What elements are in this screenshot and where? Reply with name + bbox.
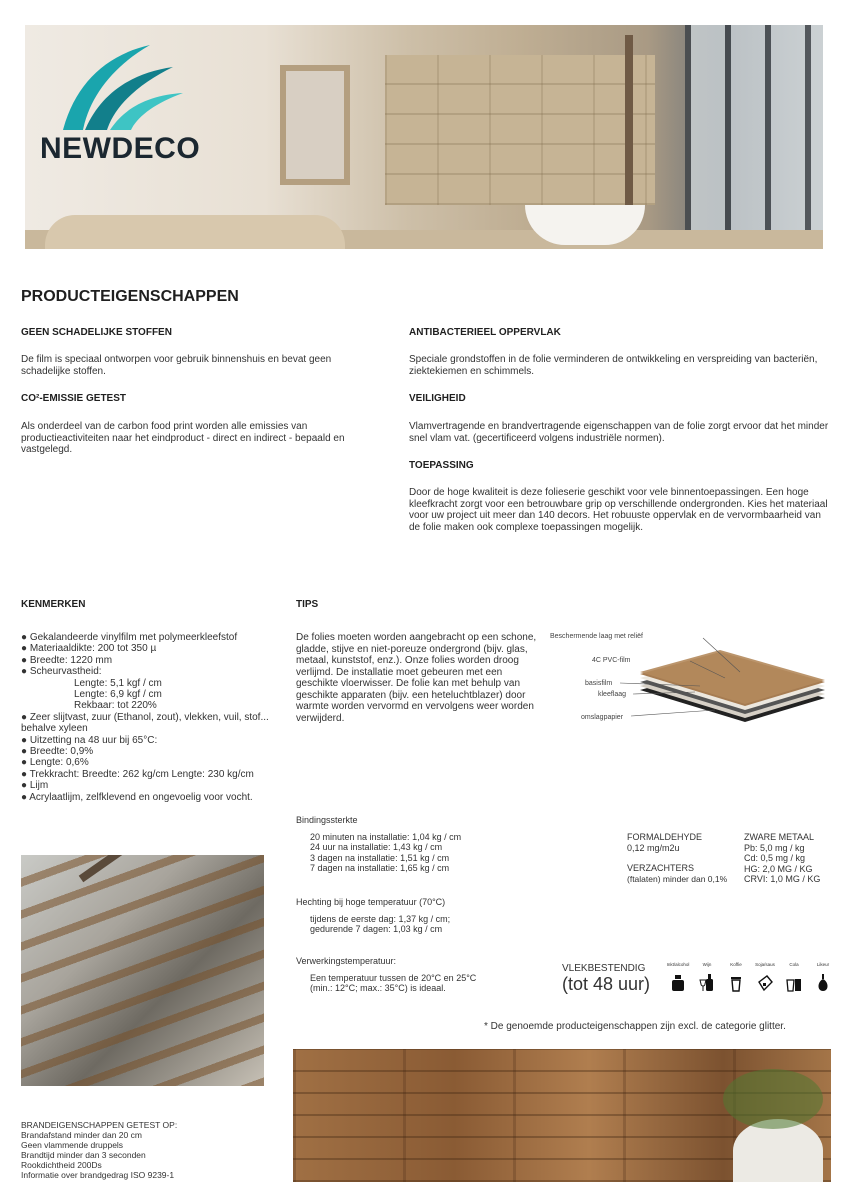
tips-text: De folies moeten worden aangebracht op een schone, gladde, stijve en niet-poreuze ondergrond (bijv. glas, metaal, kunststof, enz.). Onze folies worden droog verlijmd. De installatie moet gebeuren met een geschikte vloerwisser. De folie kan met behulp van geschikte apparaten (bijv. een heteluchtblazer) door warmte worden vervormd en vervolgens weer worden verwijderd.	[296, 632, 537, 724]
processing-title: Verwerkingstemperatuur:	[296, 956, 397, 966]
heavy-metals-title: ZWARE METAAL	[744, 832, 815, 842]
processing-list	[310, 973, 560, 994]
list-item: Informatie over brandgedrag ISO 9239-1	[21, 1170, 175, 1180]
list-item: Rookdichtheid 200Ds	[21, 1160, 102, 1170]
formaldehyde-value: 0,12 mg/m2u	[627, 843, 680, 853]
list-item: ● Lijm	[21, 780, 49, 792]
list-item: ● Gekalandeerde vinylfilm met polymeerkleefstof	[21, 632, 238, 643]
stain-subtitle: (tot 48 uur)	[562, 974, 651, 994]
footnote: * De genoemde producteigenschappen zijn excl. de categorie glitter.	[484, 1021, 786, 1032]
icon-label: Soja/saus	[755, 962, 775, 967]
staircase-photo	[21, 855, 264, 1086]
layer-label: basisfilm	[585, 680, 613, 687]
stain-icons	[664, 962, 834, 1002]
antibac-text: Speciale grondstoffen in de folie verminderen de ontwikkeling en verspreiding van bacteriën, ziektekiemen en schimmels.	[409, 354, 818, 377]
list-item: ● Scheurvastheid:	[21, 666, 102, 678]
layer-label: 4C PVC-film	[592, 657, 631, 664]
list-item: Rekbaar: tot 220%	[74, 700, 157, 712]
fire-title: BRANDEIGENSCHAPPEN GETEST OP:	[21, 1120, 178, 1130]
list-item: 3 dagen na installatie: 1,51 kg / cm	[310, 852, 450, 863]
harmful-text: De film is speciaal ontworpen voor gebruik binnenshuis en bevat geen schadelijke stoffen.	[21, 354, 332, 377]
list-item: CRVI: 1,0 MG / KG	[744, 874, 821, 885]
sauce-icon	[757, 974, 773, 992]
list-item: ● Trekkracht: Breedte: 262 kg/cm Lengte: 230 kg/cm	[21, 768, 254, 780]
application-text: Door de hoge kwaliteit is deze folieserie geschikt voor vele binnentoepassingen. Een hoge kleefkracht zorgt voor een betrouwbare grip op verschillende ondergronden. Kies het materiaal voor uw project uit meer dan 140 decors. Het robuuste oppervlak en de vervormbaarheid van de folie maken ook complexe toepassingen mogelijk.	[409, 487, 828, 533]
list-item: (min.: 12°C; max.: 35°C) is ideaal.	[310, 983, 446, 994]
list-item: gedurende 7 dagen: 1,03 kg / cm	[310, 924, 443, 935]
list-item: 20 minuten na installatie: 1,04 kg / cm	[310, 832, 462, 842]
features-list	[21, 632, 286, 803]
harmful-title: GEEN SCHADELIJKE STOFFEN	[21, 327, 172, 338]
stone-wall	[385, 55, 655, 205]
list-item: ● Uitzetting na 48 uur bij 65°C:	[21, 734, 158, 746]
plasticizers-value: (ftalaten) minder dan 0,1%	[627, 874, 728, 884]
page-title: PRODUCTEIGENSCHAPPEN	[21, 288, 239, 305]
window	[685, 25, 823, 249]
icon-label: Likeur	[816, 962, 830, 967]
list-item: Een temperatuur tussen de 20°C en 25°C	[310, 973, 477, 983]
list-item: Lengte: 5,1 kgf / cm	[74, 677, 162, 689]
adhesion-list	[310, 914, 590, 935]
mirror	[280, 65, 350, 185]
plasticizers-title: VERZACHTERS	[627, 863, 695, 873]
formaldehyde-title: FORMALDEHYDE	[627, 832, 703, 842]
safety-text: Vlamvertragende en brandvertragende eigenschappen van de folie zorgt ervoor dat het minder snel vlam vat. (gecertificeerd volgens industriële normen).	[409, 421, 829, 444]
list-item: ● Breedte: 0,9%	[21, 746, 94, 758]
layer-label: Beschermende laag met reliëf	[550, 633, 643, 640]
layer-label: omslagpapier	[581, 714, 624, 721]
list-item: ● Breedte: 1220 mm	[21, 654, 113, 666]
icon-label: Inkt/alcohol	[666, 962, 690, 967]
icon-label: Cola	[789, 962, 799, 967]
list-item: HG: 2,0 MG / KG	[744, 863, 813, 874]
list-item: Pb: 5,0 mg / kg	[744, 843, 805, 853]
fire-list	[21, 1130, 281, 1180]
liquor-icon	[815, 974, 831, 992]
bonding-list	[310, 832, 590, 874]
bed	[45, 215, 345, 249]
co2-title: CO²-EMISSIE GETEST	[21, 393, 127, 404]
icon-label: Wijn	[702, 962, 712, 967]
safety-title: VEILIGHEID	[409, 393, 466, 404]
wood-floor-photo	[293, 1049, 831, 1182]
ink-bottle-icon	[670, 974, 686, 992]
list-item: Brandafstand minder dan 20 cm	[21, 1130, 142, 1140]
list-item: Geen vlammende druppels	[21, 1140, 124, 1150]
stain-title: VLEKBESTENDIG	[562, 963, 646, 974]
antibac-title: ANTIBACTERIEEL OPPERVLAK	[409, 327, 561, 338]
application-title: TOEPASSING	[409, 460, 474, 471]
list-item: Brandtijd minder dan 3 seconden	[21, 1150, 146, 1160]
list-item: ● Lengte: 0,6%	[21, 757, 89, 769]
list-item: 7 dagen na installatie: 1,65 kg / cm	[310, 863, 450, 874]
list-item: Lengte: 6,9 kgf / cm	[74, 689, 162, 701]
tips-title: TIPS	[296, 599, 319, 610]
icon-label: Koffie	[730, 962, 742, 967]
list-item: 24 uur na installatie: 1,43 kg / cm	[310, 842, 443, 853]
heavy-metals-list	[744, 843, 834, 885]
coffee-cup-icon	[728, 974, 744, 992]
newdeco-logo-icon	[55, 45, 185, 130]
layer-label: kleeflaag	[598, 691, 627, 698]
wine-bottle-icon	[699, 974, 715, 992]
features-title: KENMERKEN	[21, 599, 86, 610]
bonding-title: Bindingssterkte	[296, 815, 358, 825]
layer-diagram	[545, 628, 835, 728]
list-item: tijdens de eerste dag: 1,37 kg / cm;	[310, 914, 451, 924]
cola-icon	[786, 974, 802, 992]
co2-text: Als onderdeel van de carbon food print worden alle emissies van productieactiviteiten naar het eindproduct - direct en indirect - bepaald en vastgelegd.	[21, 421, 345, 455]
list-item: ● Materiaaldikte: 200 tot 350 µ	[21, 643, 157, 655]
adhesion-title: Hechting bij hoge temperatuur (70°C)	[296, 897, 446, 907]
list-item: ● Zeer slijtvast, zuur (Ethanol, zout), vlekken, vuil, stof... behalve xyleen	[21, 711, 269, 735]
list-item: ● Acrylaatlijm, zelfklevend en ongevoelig voor vocht.	[21, 791, 253, 803]
brand-name: NEWDECO	[40, 132, 201, 165]
list-item: Cd: 0,5 mg / kg	[744, 853, 806, 864]
